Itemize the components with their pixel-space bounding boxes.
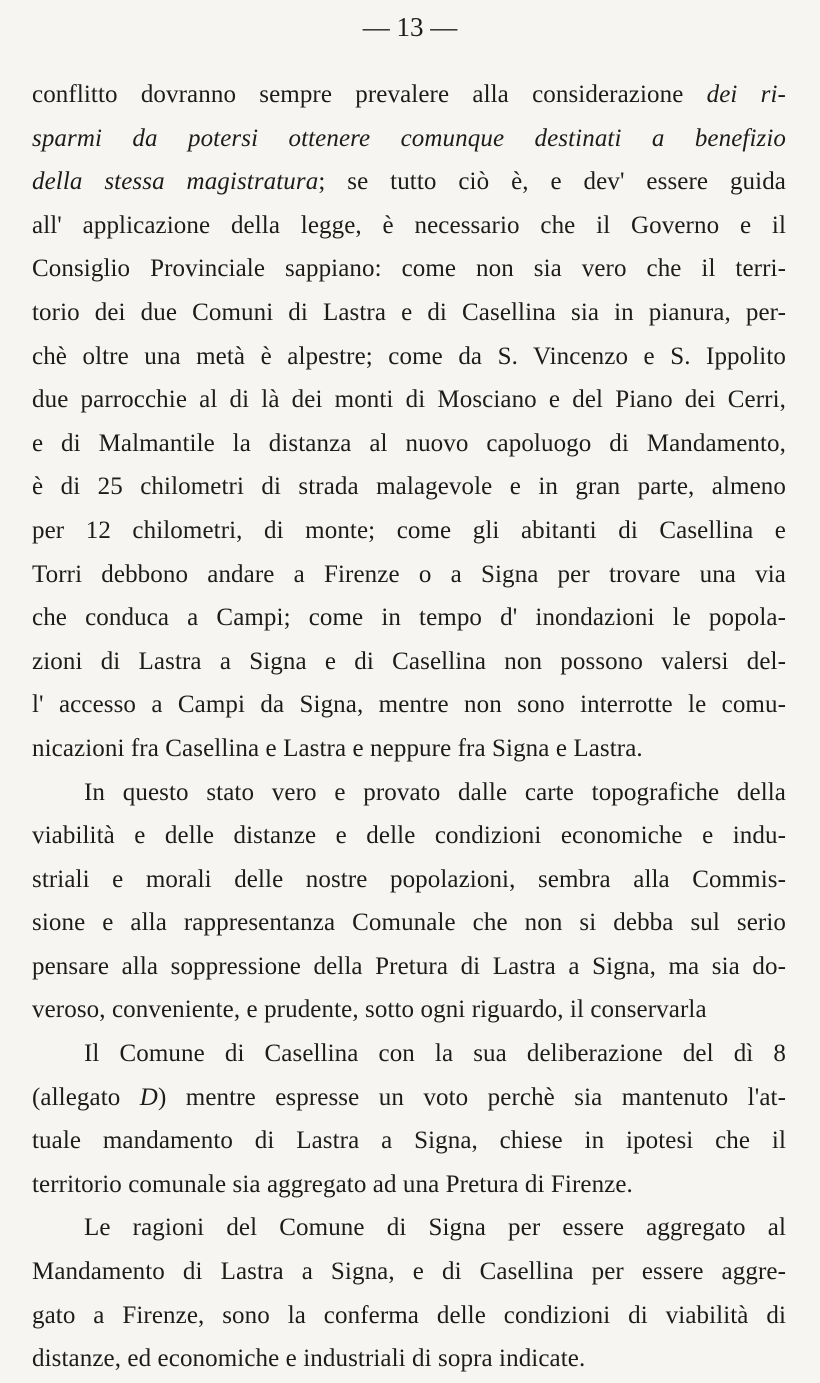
text-line: sione e alla rappresentanza Comunale che non si debba sul serio — [32, 909, 786, 937]
text-line: territorio comunale sia aggregato ad una Pretura di Firenze. — [32, 1170, 633, 1198]
text-line: (allegato D) mentre espresse un voto perchè sia mantenuto l'at- — [32, 1083, 786, 1111]
text-line: e di Malmantile la distanza al nuovo capoluogo di Mandamento, — [32, 429, 786, 457]
italic-text: sparmi da potersi ottenere comunque destinati a benefizio — [32, 124, 786, 152]
text-line: nicazioni fra Casellina e Lastra e neppure fra Signa e Lastra. — [32, 734, 643, 762]
text-line: In questo stato vero e provato dalle carte topografiche della — [84, 778, 786, 806]
text-line: l' accesso a Campi da Signa, mentre non sono interrotte le comu- — [32, 691, 786, 719]
text-line: Il Comune di Casellina con la sua deliberazione del dì 8 — [84, 1040, 786, 1068]
text-line: all' applicazione della legge, è necessario che il Governo e il — [32, 211, 786, 239]
text-line: Consiglio Provinciale sappiano: come non sia vero che il terri- — [32, 255, 786, 283]
italic-text: della stessa magistratura — [32, 168, 319, 196]
text-line: tuale mandamento di Lastra a Signa, chiese in ipotesi che il — [32, 1127, 786, 1155]
text-line: distanze, ed economiche e industriali di sopra indicate. — [32, 1345, 586, 1373]
text-line: torio dei due Comuni di Lastra e di Casellina sia in pianura, per- — [32, 298, 786, 326]
text-line: pensare alla soppressione della Pretura di Lastra a Signa, ma sia do- — [32, 952, 786, 980]
text-line: per 12 chilometri, di monte; come gli abitanti di Casellina e — [32, 516, 786, 544]
text-line: Torri debbono andare a Firenze o a Signa per trovare una via — [32, 560, 786, 588]
text-line: che conduca a Campi; come in tempo d' inondazioni le popola- — [32, 604, 786, 632]
text-line — [32, 117, 786, 161]
text-line: è di 25 chilometri di strada malagevole e in gran parte, almeno — [32, 473, 786, 501]
text-line: della stessa magistratura; se tutto ciò è, e dev' essere guida — [32, 168, 787, 196]
italic-text: dei ri- — [706, 81, 786, 108]
text-line: striali e morali delle nostre popolazioni, sembra alla Commis- — [32, 865, 786, 893]
text-line: conflitto dovranno sempre prevalere alla considerazione dei ri- — [32, 81, 786, 108]
text-line: zioni di Lastra a Signa e di Casellina non possono valersi del- — [32, 647, 786, 675]
paragraph — [32, 771, 786, 1033]
text-line: gato a Firenze, sono la conferma delle condizioni di viabilità di — [32, 1301, 786, 1329]
text-line: due parrocchie al di là dei monti di Mosciano e del Piano dei Cerri, — [32, 386, 786, 414]
text-line: Le ragioni del Comune di Signa per essere aggregato al — [84, 1214, 786, 1242]
text-line: Mandamento di Lastra a Signa, e di Casellina per essere aggre- — [32, 1258, 786, 1286]
text-line: viabilità e delle distanze e delle condizioni economiche e indu- — [32, 822, 786, 850]
text-line: veroso, conveniente, e prudente, sotto ogni riguardo, il conservarla — [32, 996, 707, 1024]
italic-text: D — [139, 1083, 158, 1111]
paragraph — [32, 73, 786, 771]
page-number: — 13 — — [362, 12, 458, 42]
text-line: chè oltre una metà è alpestre; come da S. Vincenzo e S. Ippolito — [32, 342, 786, 370]
paragraph — [32, 1032, 786, 1206]
body-text — [32, 73, 786, 1381]
paragraph — [32, 1206, 786, 1380]
